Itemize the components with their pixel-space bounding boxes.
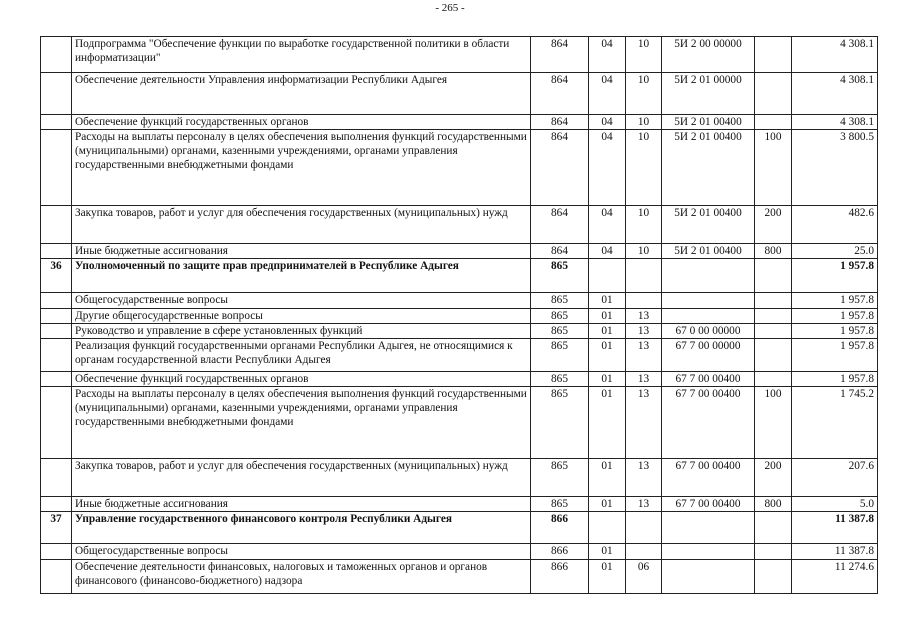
row-number-cell [41,244,72,259]
expense-type-code-cell [755,560,792,594]
ministry-code-cell: 864 [531,206,589,244]
budget-table [40,36,878,594]
amount-cell: 1 957.8 [792,309,878,324]
expense-type-code-cell: 100 [755,387,792,459]
ministry-code-cell: 866 [531,544,589,560]
ministry-code-cell: 865 [531,387,589,459]
ministry-code-cell: 864 [531,115,589,130]
amount-cell: 1 957.8 [792,324,878,339]
expense-type-code-cell [755,293,792,309]
table-row [41,37,878,73]
ministry-code-cell: 864 [531,73,589,115]
subsection-code-cell: 13 [626,339,662,372]
row-number-cell [41,115,72,130]
target-item-code-cell: 67 0 00 00000 [662,324,755,339]
target-item-code-cell: 5И 2 01 00400 [662,244,755,259]
table-row [41,372,878,387]
subsection-code-cell: 13 [626,309,662,324]
expense-type-code-cell [755,544,792,560]
row-number-cell: 37 [41,512,72,544]
section-code-cell: 04 [589,37,626,73]
ministry-code-cell: 864 [531,244,589,259]
target-item-code-cell [662,293,755,309]
section-code-cell: 01 [589,293,626,309]
row-name-cell: Руководство и управление в сфере установленных функций [72,324,531,339]
target-item-code-cell: 5И 2 01 00400 [662,130,755,206]
table-row [41,560,878,594]
section-code-cell: 01 [589,372,626,387]
ministry-code-cell: 866 [531,512,589,544]
subsection-code-cell [626,544,662,560]
table-row [41,544,878,560]
row-number-cell [41,73,72,115]
section-code-cell: 04 [589,206,626,244]
amount-cell: 11 387.8 [792,544,878,560]
row-number-cell [41,309,72,324]
ministry-code-cell: 865 [531,324,589,339]
ministry-code-cell: 864 [531,37,589,73]
table-row [41,387,878,459]
target-item-code-cell: 67 7 00 00400 [662,372,755,387]
row-number-cell [41,293,72,309]
ministry-code-cell: 864 [531,130,589,206]
target-item-code-cell [662,512,755,544]
expense-type-code-cell [755,309,792,324]
row-name-cell: Обеспечение деятельности финансовых, налоговых и таможенных органов и органов финансового (финансово-бюджетного) надзора [72,560,531,594]
target-item-code-cell [662,259,755,293]
table-row [41,73,878,115]
amount-cell: 4 308.1 [792,37,878,73]
expense-type-code-cell: 200 [755,459,792,497]
expense-type-code-cell: 100 [755,130,792,206]
expense-type-code-cell: 200 [755,206,792,244]
row-name-cell: Обеспечение функций государственных органов [72,372,531,387]
table-body [41,37,878,594]
section-code-cell: 04 [589,130,626,206]
ministry-code-cell: 865 [531,497,589,512]
expense-type-code-cell [755,324,792,339]
expense-type-code-cell: 800 [755,244,792,259]
row-name-cell: Расходы на выплаты персоналу в целях обеспечения выполнения функций государственными (муниципальными) органами, казенными учреждениями, органами управления государственными внебюджетными фондами [72,130,531,206]
subsection-code-cell: 10 [626,244,662,259]
subsection-code-cell [626,293,662,309]
amount-cell: 207.6 [792,459,878,497]
section-code-cell [589,259,626,293]
row-name-cell: Обеспечение функций государственных органов [72,115,531,130]
subsection-code-cell: 13 [626,497,662,512]
subsection-code-cell: 13 [626,324,662,339]
target-item-code-cell [662,544,755,560]
amount-cell: 1 957.8 [792,259,878,293]
table-row [41,244,878,259]
table-row [41,115,878,130]
section-code-cell: 01 [589,544,626,560]
row-name-cell: Расходы на выплаты персоналу в целях обеспечения выполнения функций государственными (муниципальными) органами, казенными учреждениями, органами управления государственными внебюджетными фондами [72,387,531,459]
target-item-code-cell: 67 7 00 00000 [662,339,755,372]
amount-cell: 25.0 [792,244,878,259]
subsection-code-cell: 13 [626,372,662,387]
table-row [41,324,878,339]
row-name-cell: Иные бюджетные ассигнования [72,244,531,259]
table-row [41,497,878,512]
row-number-cell [41,544,72,560]
subsection-code-cell [626,259,662,293]
target-item-code-cell: 5И 2 01 00000 [662,73,755,115]
target-item-code-cell: 5И 2 01 00400 [662,115,755,130]
subsection-code-cell: 10 [626,73,662,115]
row-name-cell: Общегосударственные вопросы [72,544,531,560]
target-item-code-cell: 67 7 00 00400 [662,497,755,512]
row-name-cell: Закупка товаров, работ и услуг для обеспечения государственных (муниципальных) нужд [72,206,531,244]
row-number-cell [41,130,72,206]
target-item-code-cell: 67 7 00 00400 [662,387,755,459]
row-number-cell [41,372,72,387]
subsection-code-cell: 10 [626,130,662,206]
subsection-code-cell: 13 [626,387,662,459]
amount-cell: 482.6 [792,206,878,244]
row-number-cell [41,324,72,339]
amount-cell: 1 957.8 [792,293,878,309]
section-code-cell: 01 [589,560,626,594]
expense-type-code-cell [755,259,792,293]
subsection-code-cell: 10 [626,115,662,130]
row-name-cell: Другие общегосударственные вопросы [72,309,531,324]
amount-cell: 1 957.8 [792,339,878,372]
expense-type-code-cell [755,115,792,130]
row-name-cell: Закупка товаров, работ и услуг для обеспечения государственных (муниципальных) нужд [72,459,531,497]
target-item-code-cell: 5И 2 01 00400 [662,206,755,244]
section-code-cell: 01 [589,497,626,512]
table-row [41,459,878,497]
amount-cell: 3 800.5 [792,130,878,206]
row-number-cell [41,497,72,512]
section-code-cell: 01 [589,459,626,497]
amount-cell: 11 387.8 [792,512,878,544]
row-number-cell: 36 [41,259,72,293]
target-item-code-cell: 5И 2 00 00000 [662,37,755,73]
ministry-code-cell: 865 [531,309,589,324]
page-number: - 265 - [435,2,465,14]
table-row [41,130,878,206]
row-name-cell: Общегосударственные вопросы [72,293,531,309]
expense-type-code-cell [755,372,792,387]
ministry-code-cell: 865 [531,339,589,372]
row-number-cell [41,37,72,73]
row-number-cell [41,206,72,244]
ministry-code-cell: 865 [531,259,589,293]
subsection-code-cell [626,512,662,544]
expense-type-code-cell [755,512,792,544]
subsection-code-cell: 06 [626,560,662,594]
table-row [41,512,878,544]
row-name-cell: Уполномоченный по защите прав предпринимателей в Республике Адыгея [72,259,531,293]
row-name-cell: Обеспечение деятельности Управления информатизации Республики Адыгея [72,73,531,115]
amount-cell: 11 274.6 [792,560,878,594]
section-code-cell: 04 [589,244,626,259]
row-number-cell [41,459,72,497]
row-name-cell: Управление государственного финансового контроля Республики Адыгея [72,512,531,544]
table-row [41,339,878,372]
section-code-cell: 04 [589,115,626,130]
section-code-cell: 01 [589,324,626,339]
table-row [41,259,878,293]
row-name-cell: Иные бюджетные ассигнования [72,497,531,512]
amount-cell: 1 745.2 [792,387,878,459]
target-item-code-cell: 67 7 00 00400 [662,459,755,497]
row-number-cell [41,387,72,459]
section-code-cell: 04 [589,73,626,115]
ministry-code-cell: 865 [531,293,589,309]
expense-type-code-cell [755,37,792,73]
amount-cell: 5.0 [792,497,878,512]
amount-cell: 4 308.1 [792,115,878,130]
row-name-cell: Реализация функций государственными органами Республики Адыгея, не относящимися к органам государственной власти Республики Адыгея [72,339,531,372]
expense-type-code-cell: 800 [755,497,792,512]
expense-type-code-cell [755,73,792,115]
section-code-cell [589,512,626,544]
amount-cell: 4 308.1 [792,73,878,115]
table-row [41,293,878,309]
ministry-code-cell: 865 [531,372,589,387]
subsection-code-cell: 10 [626,37,662,73]
row-name-cell: Подпрограмма "Обеспечение функции по выработке государственной политики в области информатизации" [72,37,531,73]
subsection-code-cell: 10 [626,206,662,244]
section-code-cell: 01 [589,387,626,459]
table-row [41,206,878,244]
row-number-cell [41,560,72,594]
subsection-code-cell: 13 [626,459,662,497]
amount-cell: 1 957.8 [792,372,878,387]
ministry-code-cell: 865 [531,459,589,497]
target-item-code-cell [662,560,755,594]
section-code-cell: 01 [589,339,626,372]
ministry-code-cell: 866 [531,560,589,594]
expense-type-code-cell [755,339,792,372]
row-number-cell [41,339,72,372]
section-code-cell: 01 [589,309,626,324]
target-item-code-cell [662,309,755,324]
table-row [41,309,878,324]
